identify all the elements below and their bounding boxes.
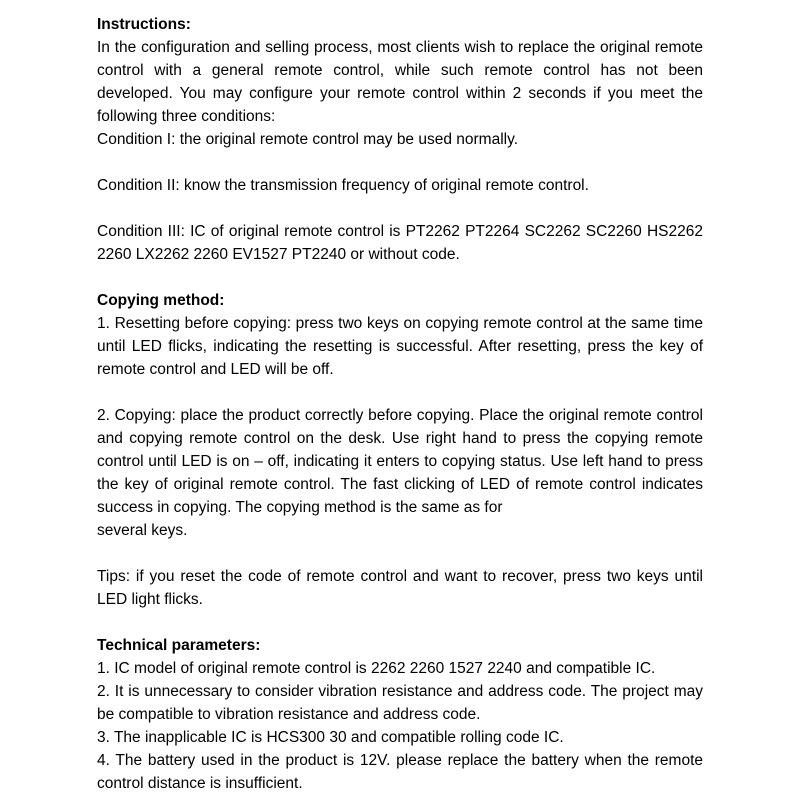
paragraph: 4. The battery used in the product is 12V. please replace the battery when the remote control distance is insufficient. [97,752,703,792]
blank-line [97,381,703,404]
blank-line [97,542,703,565]
paragraph: 1. IC model of original remote control is 2262 2260 1527 2240 and compatible IC. [97,660,656,677]
blank-line [97,266,703,289]
paragraph: Condition II: know the transmission frequency of original remote control. [97,177,589,194]
section-heading-copying-method: Copying method: [97,292,225,309]
blank-line [97,611,703,634]
paragraph: Condition III: IC of original remote control is PT2262 PT2264 SC2262 SC2260 HS2262 2260 LX2262 2260 EV1527 PT2240 or without code. [97,223,703,263]
blank-line [97,151,703,174]
paragraph: In the configuration and selling process, most clients wish to replace the original remote control with a general remote control, while such remote control has not been developed. You may configure your remote control within 2 seconds if you meet the following three conditions: [97,39,703,125]
paragraph: 2. It is unnecessary to consider vibration resistance and address code. The project may be compatible to vibration resistance and address code. [97,683,703,723]
paragraph: 2. Copying: place the product correctly before copying. Place the original remote control and copying remote control on the desk. Use right hand to press the copying remote control until LED is on – off, indicating it enters to copying status. Use left hand to press the key of original remote control. The fast clicking of LED of remote control indicates success in copying. The copying method is the same as for [97,407,703,516]
paragraph: several keys. [97,522,188,539]
section-heading-technical-parameters: Technical parameters: [97,637,261,654]
paragraph: 1. Resetting before copying: press two keys on copying remote control at the same time until LED flicks, indicating the resetting is successful. After resetting, press the key of remote control and LED will be off. [97,315,703,378]
blank-line [97,197,703,220]
section-heading-instructions: Instructions: [97,16,191,33]
paragraph: Tips: if you reset the code of remote control and want to recover, press two keys until LED light flicks. [97,568,703,608]
paragraph: 3. The inapplicable IC is HCS300 30 and compatible rolling code IC. [97,729,564,746]
paragraph: Condition I: the original remote control may be used normally. [97,131,519,148]
